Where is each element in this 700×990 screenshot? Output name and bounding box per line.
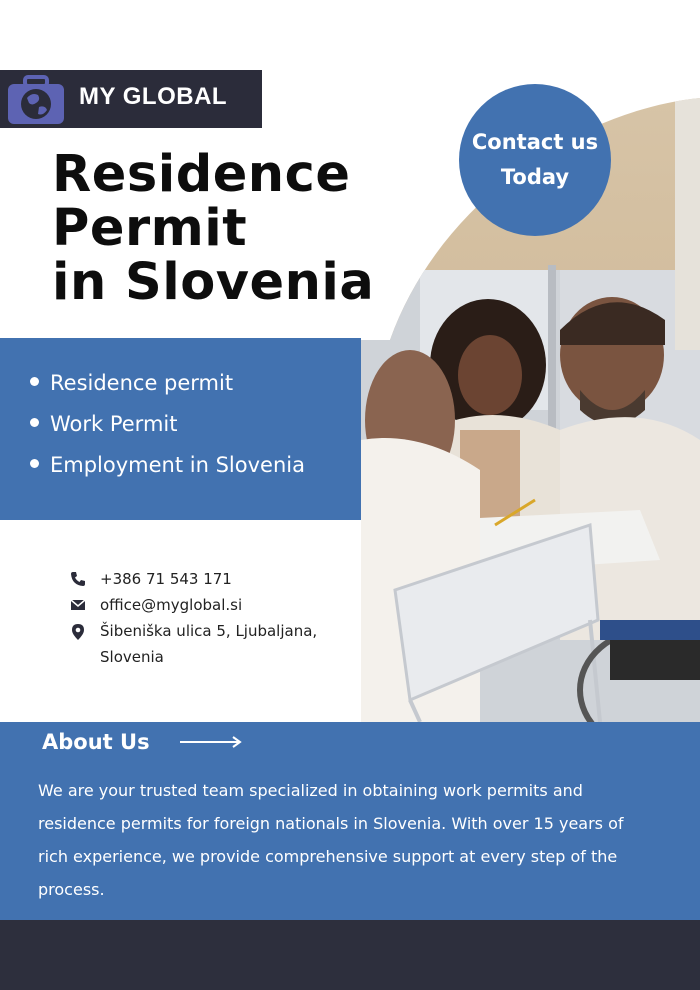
about-line: We are your trusted team specialized in obtaining work permits and	[38, 781, 583, 800]
services-panel	[0, 338, 361, 520]
about-title: About Us	[42, 730, 150, 754]
bullet-icon	[30, 418, 39, 427]
mail-icon	[70, 597, 86, 613]
title-line-1: Residence	[52, 145, 351, 204]
address-line-2: Slovenia	[100, 648, 164, 666]
about-line: process.	[38, 880, 105, 899]
services-list	[30, 368, 305, 491]
phone-icon	[70, 571, 86, 587]
suitcase-globe-icon	[5, 72, 67, 128]
about-line: residence permits for foreign nationals in Slovenia. With over 15 years of	[38, 814, 624, 833]
title-line-2: Permit	[52, 199, 248, 258]
service-item: Employment in Slovenia	[30, 450, 305, 491]
about-section	[0, 722, 700, 920]
contact-line-2: Today	[500, 165, 570, 189]
service-item: Residence permit	[30, 368, 305, 409]
about-line: rich experience, we provide comprehensive support at every step of the	[38, 847, 618, 866]
address-line-1: Šibeniška ulica 5, Ljubaljana,	[100, 622, 318, 640]
arrow-right-icon	[180, 736, 242, 748]
service-item: Work Permit	[30, 409, 305, 450]
about-description	[38, 774, 688, 906]
location-pin-icon	[70, 623, 86, 641]
title-line-3: in Slovenia	[52, 253, 375, 312]
footer-bar	[0, 920, 700, 990]
bullet-icon	[30, 459, 39, 468]
contact-us-button[interactable]	[459, 84, 611, 236]
email-address: office@myglobal.si	[100, 596, 243, 614]
phone-number: +386 71 543 171	[100, 570, 232, 588]
page-title	[52, 145, 375, 312]
brand-name: MY GLOBAL	[79, 83, 228, 110]
brand-logo	[0, 70, 262, 128]
bullet-icon	[30, 377, 39, 386]
contact-line-1: Contact us	[471, 130, 599, 154]
